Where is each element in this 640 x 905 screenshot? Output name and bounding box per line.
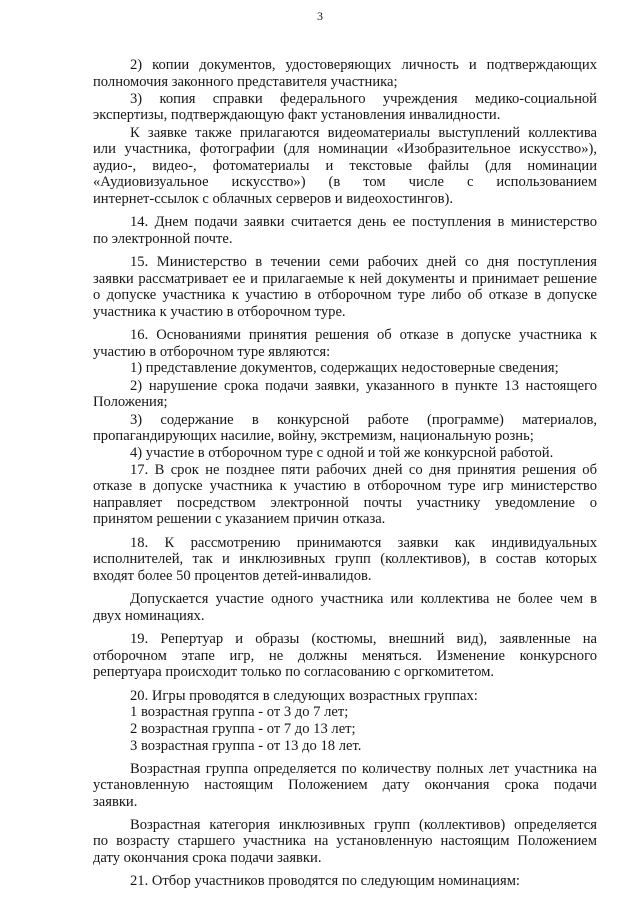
line-text: установленную настоящим Положением дату окончания срока подачи bbox=[93, 777, 597, 793]
document-line bbox=[0, 393, 640, 412]
line-text: направляет посредством электронной почты участнику уведомление о bbox=[93, 495, 597, 511]
line-text: полномочия законного представителя участника; bbox=[93, 74, 398, 90]
line-text: 21. Отбор участников проводятся по следующим номинациям: bbox=[130, 873, 520, 889]
line-text: заявки рассматривает ее и прилагаемые к ней документы и принимает решение bbox=[93, 271, 597, 287]
document-line bbox=[0, 510, 640, 529]
document-line bbox=[0, 359, 640, 378]
line-text: 4) участие в отборочном туре с одной и той же конкурсной работой. bbox=[130, 445, 554, 461]
line-text: 15. Министерство в течении семи рабочих дней со дня поступления bbox=[130, 254, 597, 270]
line-text: заявки. bbox=[93, 794, 138, 810]
document-line bbox=[0, 849, 640, 868]
line-text: участника к участию в отборочном туре. bbox=[93, 304, 346, 320]
line-text: отказе в допуске участника к участию в отборочном туре игр министерство bbox=[93, 478, 597, 494]
line-text: К заявке также прилагаются видеоматериалы выступлений коллектива bbox=[130, 125, 597, 141]
line-text: 14. Днем подачи заявки считается день ее поступления в министерство bbox=[130, 214, 597, 230]
line-text: 3 возрастная группа - от 13 до 18 лет. bbox=[130, 738, 362, 754]
line-text: 1 возрастная группа - от 3 до 7 лет; bbox=[130, 704, 349, 720]
line-text: Возрастная группа определяется по количеству полных лет участника на bbox=[130, 761, 597, 777]
line-text: входят более 50 процентов детей-инвалидов. bbox=[93, 568, 372, 584]
line-text: отборочном этапе игр, не должны меняться. Изменение конкурсного bbox=[93, 648, 597, 664]
line-text: 1) представление документов, содержащих недостоверные сведения; bbox=[130, 360, 559, 376]
line-text: о допуске участника к участию в отборочном туре либо об отказе в допуске bbox=[93, 287, 597, 303]
line-text: 2 возрастная группа - от 7 до 13 лет; bbox=[130, 721, 356, 737]
line-text: Положения; bbox=[93, 394, 168, 410]
document-line bbox=[0, 190, 640, 209]
document-line bbox=[0, 106, 640, 125]
document-line bbox=[0, 230, 640, 249]
document-line bbox=[0, 567, 640, 586]
line-text: «Аудиовизуальное искусство») (в том числе с использованием bbox=[93, 174, 597, 190]
document-line bbox=[0, 303, 640, 322]
document-line bbox=[0, 737, 640, 756]
page-number: 3 bbox=[317, 9, 323, 23]
document-line bbox=[0, 793, 640, 812]
line-text: репертуара происходит только по согласованию с оргкомитетом. bbox=[93, 664, 494, 680]
line-text: 19. Репертуар и образы (костюмы, внешний вид), заявленные на bbox=[130, 631, 597, 647]
document-line bbox=[0, 872, 640, 891]
line-text: аудио-, видео-, фотоматериалы и текстовые файлы (для номинации bbox=[93, 158, 597, 174]
document-line bbox=[0, 663, 640, 682]
line-text: участию в отборочном туре являются: bbox=[93, 344, 331, 360]
line-text: по электронной почте. bbox=[93, 231, 233, 247]
line-text: Возрастная категория инклюзивных групп (коллективов) определяется bbox=[130, 817, 597, 833]
line-text: 2) нарушение срока подачи заявки, указанного в пункте 13 настоящего bbox=[130, 378, 597, 394]
document-line bbox=[0, 607, 640, 626]
line-text: Допускается участие одного участника или коллектива не более чем в bbox=[130, 591, 597, 607]
line-text: 3) содержание в конкурсной работе (программе) материалов, bbox=[130, 412, 597, 428]
line-text: интернет-ссылок с облачных серверов и видеохостингов). bbox=[93, 191, 453, 207]
line-text: исполнителей, так и инклюзивных групп (коллективов), в состав которых bbox=[93, 551, 597, 567]
line-text: дату окончания срока подачи заявки. bbox=[93, 850, 322, 866]
line-text: экспертизы, подтверждающую факт установления инвалидности. bbox=[93, 107, 501, 123]
line-text: двух номинациях. bbox=[93, 608, 205, 624]
line-text: 16. Основаниями принятия решения об отказе в допуске участника к bbox=[130, 327, 597, 343]
line-text: 3) копия справки федерального учреждения медико-социальной bbox=[130, 91, 597, 107]
line-text: пропагандирующих насилие, войну, экстремизм, национальную рознь; bbox=[93, 428, 534, 444]
line-text: принятом решении с указанием причин отказа. bbox=[93, 511, 386, 527]
line-text: 20. Игры проводятся в следующих возрастных группах: bbox=[130, 688, 478, 704]
line-text: 18. К рассмотрению принимаются заявки как индивидуальных bbox=[130, 535, 597, 551]
line-text: 2) копии документов, удостоверяющих личность и подтверждающих bbox=[130, 57, 597, 73]
line-text: по возрасту старшего участника на установленную настоящим Положением bbox=[93, 833, 597, 849]
line-text: 17. В срок не позднее пяти рабочих дней со дня принятия решения об bbox=[130, 462, 597, 478]
line-text: или участника, фотографии (для номинации «Изобразительное искусство»), bbox=[93, 141, 597, 157]
